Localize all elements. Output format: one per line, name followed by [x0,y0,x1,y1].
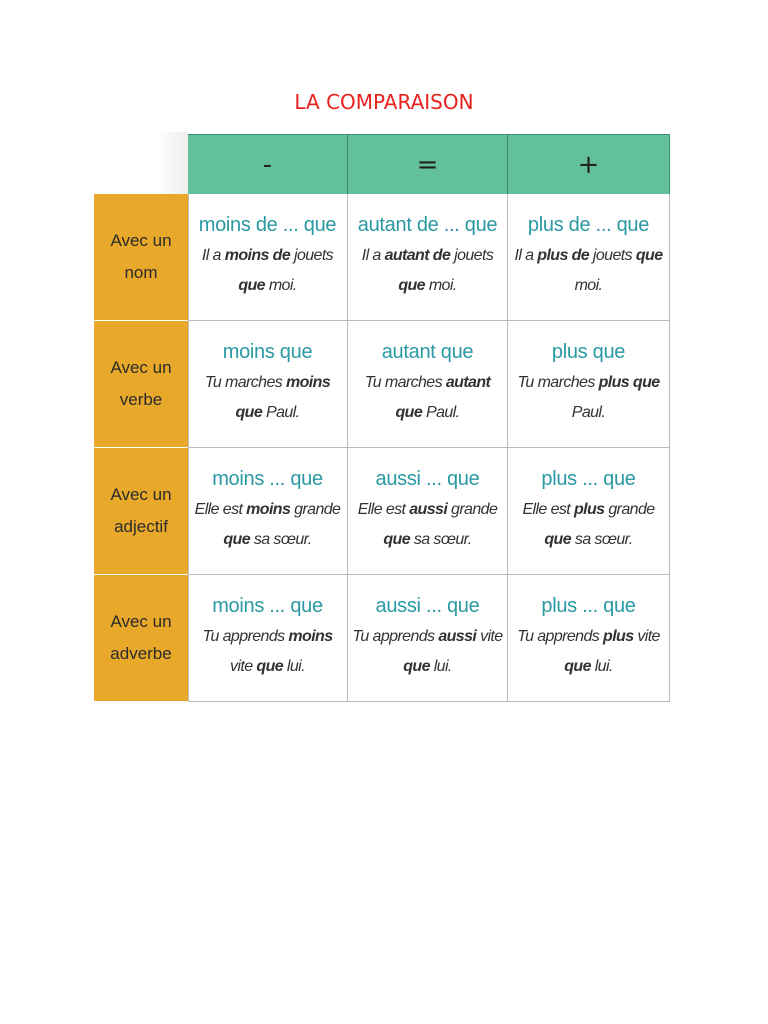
example-text: vite [633,627,660,645]
example-text: grande [447,500,498,518]
column-header-less: - [188,134,348,194]
table-cell [508,448,670,575]
example-text: Tu apprends [352,627,439,645]
example-sentence [188,622,347,681]
example-text: sa sœur. [571,530,633,548]
table-cell [348,575,508,702]
row-header-label [110,225,171,290]
example-text: moi. [574,276,603,294]
example-text: moi. [264,276,297,294]
row-header-line1: Avec un [110,611,172,631]
row-header [94,321,188,448]
example-keyword: que [544,530,572,548]
example-keyword: plus [603,627,634,645]
row-header-line2: adjectif [114,517,168,536]
comparison-table [94,132,670,702]
comparison-rule: plus de ... que [527,213,650,236]
row-header-line2: nom [124,263,158,282]
row-header-label [110,352,171,417]
example-text: Il a [514,246,538,264]
example-keyword: autant que [395,373,491,421]
comparison-rule: plus ... que [541,594,636,617]
row-header [94,575,188,702]
example-text: Elle est [522,500,574,518]
example-keyword: plus que [598,373,660,391]
example-keyword: aussi [409,500,448,518]
example-text: jouets [589,246,636,264]
comparison-rule: moins que [222,340,313,363]
example-text: vite [476,627,503,645]
table-cell [508,194,670,321]
example-keyword: moins [288,627,333,645]
example-keyword: aussi [438,627,477,645]
comparison-rule: plus que [551,340,626,363]
row-header [94,448,188,575]
example-sentence [348,368,507,427]
row-header-line2: adverbe [110,644,172,663]
example-keyword: que [256,657,284,675]
row-header-line1: Avec un [110,230,172,250]
row-header-line1: Avec un [110,484,172,504]
example-keyword: plus [573,500,605,518]
example-text: Il a [201,246,225,264]
example-text: lui. [429,657,452,675]
example-text: sa sœur. [250,530,312,548]
example-sentence [508,622,669,681]
example-sentence [348,495,507,554]
example-sentence [348,622,507,681]
comparison-rule: autant de ... que [357,213,498,236]
example-keyword: que [383,530,411,548]
comparison-rule: aussi ... que [375,594,480,617]
example-keyword: que [398,276,425,294]
example-keyword: moins que [235,373,331,421]
example-sentence [188,495,347,554]
page-title: LA COMPARAISON [294,90,474,114]
example-text: Il a [361,246,385,264]
table-cell [188,321,348,448]
example-text: lui. [283,657,305,675]
example-keyword: autant de [384,246,451,264]
comparison-rule: moins ... que [212,467,323,490]
comparison-rule: aussi ... que [375,467,480,490]
example-text: Elle est [194,500,247,518]
table-cell [188,194,348,321]
table-cell [188,575,348,702]
row-header-line2: verbe [119,390,163,409]
table-cell [188,448,348,575]
row-header [94,194,188,321]
example-text: moi. [424,276,457,294]
example-sentence [508,495,669,554]
example-text: vite [230,657,257,675]
table-cell [348,448,508,575]
example-keyword: moins [246,500,291,518]
comparison-rule: moins de ... que [198,213,337,236]
example-keyword: que [403,657,430,675]
example-keyword: que [635,246,663,264]
comparison-rule: plus ... que [541,467,636,490]
example-text: Paul. [266,403,300,421]
table-cell [348,194,508,321]
row-header-line1: Avec un [110,357,172,377]
example-text: Elle est [357,500,410,518]
example-keyword: que [223,530,251,548]
table-cell [508,575,670,702]
example-text: Tu apprends [517,627,604,645]
example-text: Tu marches [364,373,446,391]
example-sentence [188,368,347,427]
example-sentence [188,241,347,300]
comparison-rule: moins ... que [212,594,323,617]
example-keyword: moins de [224,246,291,264]
example-sentence [508,368,669,427]
row-header-label [110,606,171,671]
example-text: Tu apprends [202,627,289,645]
table-cell [508,321,670,448]
example-keyword: que [564,657,591,675]
example-text: Paul. [426,403,460,421]
comparison-rule: autant que [381,340,474,363]
example-text: sa sœur. [410,530,472,548]
example-text: Tu marches [517,373,599,391]
example-sentence [508,241,669,300]
column-header-equal: = [348,134,508,194]
example-text: lui. [590,657,613,675]
example-text: grande [604,500,655,518]
example-sentence [348,241,507,300]
example-text: Paul. [571,403,606,421]
table-corner-shade [156,132,188,194]
example-text: jouets [450,246,494,264]
table-cell [348,321,508,448]
example-keyword: que [238,276,265,294]
example-text: Tu marches [204,373,286,391]
example-text: jouets [290,246,334,264]
example-keyword: plus de [537,246,590,264]
row-header-label [110,479,171,544]
column-header-more: + [508,134,670,194]
example-text: grande [290,500,341,518]
